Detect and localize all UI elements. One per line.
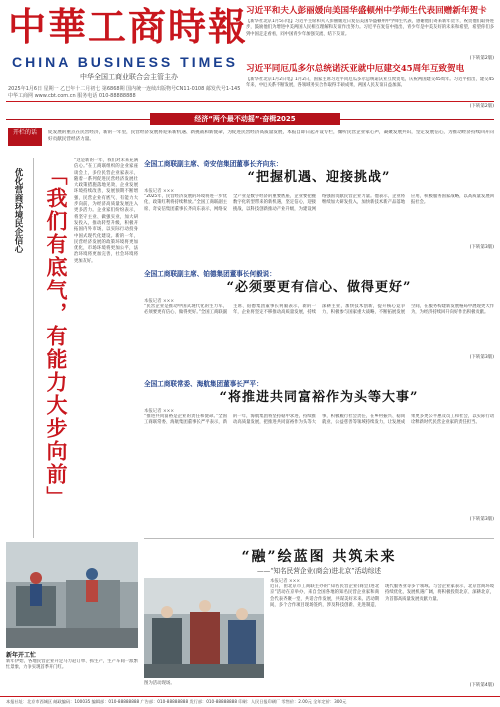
section-author: 本报记者 ×××	[144, 189, 174, 194]
bottom-subheadline: ——“知名民营企业(商会)进北京”活动综述	[257, 567, 381, 575]
issue-line: 2025年1月6日 星期一 乙巳年十二月初七 第6868期 国内统一连续出版物号CN11-0108 邮发代号1-145 中华工商网 www.cbt.com.cn 服务电话 010-88888888	[8, 86, 241, 99]
section-body: “推进共同富裕是企业的责任和使命。”全国工商联常委、海航集团董事长严平表示，新的一年，海航集团将坚持稳中求进，持续推动高质量发展，把推进共同富裕作为头等大事，积极履行社会责任，在乡村振兴、稳岗就业、公益慈善等领域持续发力，让发展成果更多更公平惠及员工和社会，以实际行动诠释新时代民营企业家的责任担当。	[144, 414, 494, 426]
bottom-headline[interactable]: “融”绘蓝图 共筑未来	[241, 549, 397, 565]
section-kicker: 全国工商联副主席、奇安信集团董事长齐向东：	[144, 160, 283, 168]
section-headline[interactable]: “必须要更有信心、做得更好”	[226, 280, 412, 295]
photo-caption-body: 新年伊始，各地民营企业开足马力赶订单、抓生产，生产车间一派繁忙景象，力争实现首季开门红。	[6, 659, 138, 671]
column-banner	[0, 113, 500, 125]
newspaper-title-en: CHINA BUSINESS TIMES	[12, 54, 238, 70]
left-photo	[6, 542, 138, 648]
top-story-body: 【新华社北京1月2日电】1月2日，国家主席习近平同厄瓜多尔总统诺沃亚互致贺电，庆祝两国建交45周年。习近平指出，建交45年来，中厄关系不断发展，各领域务实合作取得丰硕成果，两国人民友谊日益加深。	[246, 77, 494, 89]
factory-photo	[6, 542, 138, 648]
photo-caption-title: 新年开工忙	[6, 652, 37, 659]
section-author: 本报记者 ×××	[144, 409, 174, 414]
event-photo	[144, 578, 264, 678]
section-kicker: 全国工商联副主席、铂德集团董事长何毅说：	[144, 270, 276, 278]
bottom-body: 近日，由北京市工商联主办的“知名民营企业(商会)进北京”活动在京举办，来自全国各地的知名民营企业家和商会代表齐聚一堂，共话合作发展，共谋美好未来。活动期间，多个合作项目现场签约，涉及科技创新、先进制造、现代服务业等多个领域。与会企业家表示，北京营商环境持续优化，发展机遇广阔，将积极投资北京、深耕北京，为首都高质量发展贡献力量。	[270, 584, 494, 608]
footer	[0, 696, 500, 707]
section-body: “2025年，民营经济发展的环境将进一步优化，政策红利将持续释放。”全国工商联副主席、奇安信集团董事长齐向东表示，网络安全产业是数字经济的重要底座，企业要把握数字化转型带来的新机遇，坚定信心，迎接挑战，以科技创新推动产业升级，为建设网络强国贡献民营企业力量。他表示，企业将继续加大研发投入，加快新技术新产品落地应用，积极服务国家战略，以高质量发展回报社会。	[144, 194, 494, 212]
continued-note: (下转第2版)	[469, 56, 494, 61]
bottom-photo	[144, 578, 264, 678]
left-photo-caption-block	[6, 650, 138, 683]
section-kicker: 全国工商联常委、海航集团董事长严平：	[144, 380, 263, 388]
continued-note: (下转第3版)	[469, 355, 494, 360]
top-story-2[interactable]	[246, 64, 494, 109]
bottom-photo-caption: 图为活动现场。	[144, 681, 175, 686]
footer-info: 本报社址：北京市西城区 邮政编码：100035 编辑部：010-88888888 广告部：010-88888888 发行部：010-88888888 印刷：人民日报印刷厂 零售价：2.00元 全年定价：300元	[6, 699, 347, 704]
masthead-slogan: 中华全国工商业联合会主管主办	[80, 73, 178, 81]
banner-label: 经济“两个最不动摇”·奋楫2025	[194, 115, 296, 123]
bottom-author: 本报记者 ×××	[270, 579, 300, 584]
continued-note: (下转第4版)	[469, 683, 494, 688]
lead-article-body: “这是新的一年，我们对未来充满信心。”在工商联组织的企业家座谈会上，多位民营企业家表示，随着一系列促进民营经济发展壮大政策措施落地见效，企业发展环境持续改善，发展预期不断增强，民营企业有底气、有能力大步向前，为经济高质量发展注入更多活力。企业家们纷纷表示，将坚守主业、做强实业，加大研发投入，推动转型升级，积极开拓国内外市场，以实际行动投身中国式现代化建设。新的一年，民营经济发展的政策环境将更加优化，市场环境将更加公平，法治环境将更加完善，社会环境将更加友好。	[74, 158, 138, 264]
section-2	[144, 268, 494, 360]
section-1	[144, 158, 494, 250]
section-3	[144, 378, 494, 522]
continued-note: (下转第3版)	[469, 245, 494, 250]
section-headline[interactable]: “将推进共同富裕作为头等大事”	[219, 390, 419, 405]
top-story-title[interactable]: 习近平和夫人彭丽媛向美国华盛顿州中学师生代表回赠新年贺卡	[246, 6, 487, 16]
continued-note: (下转第2版)	[469, 104, 494, 109]
lead-headline-vertical[interactable]: 「我们有底气，有能力大步向前」	[44, 164, 69, 509]
section-headline[interactable]: “把握机遇、迎接挑战”	[247, 170, 391, 185]
top-story-1[interactable]	[246, 6, 494, 61]
top-story-title[interactable]: 习近平同厄瓜多尔总统诺沃亚就中厄建交45周年互致贺电	[246, 64, 465, 74]
editor-note-tag: 开栏的话	[8, 128, 42, 146]
newspaper-title-cn: 中華工商時報	[8, 4, 249, 49]
top-story-body: 【新华社北京1月5日电】习近平主席和夫人彭丽媛近日复信美国华盛顿州中学师生代表，感谢他们寄来新年贺卡，祝贺他们取得进步，鼓励他们为增进中美两国人民相互理解和友谊作出努力。习近平在复信中指出，青少年是中美友好的未来和希望，希望你们多到中国走走看看，同中国青少年加强交流、结下友谊。	[246, 19, 494, 37]
continued-note: (下转第3版)	[469, 517, 494, 522]
section-body: “民营企业是推动中国式现代化的生力军，必须要更有信心、做得更好。”全国工商联副主席、铂德集团董事长何毅表示，新的一年，企业将坚定不移推动高质量发展，持续深耕主业，加快技术创新，提升核心竞争力，积极参与国家重大战略，不断拓展发展空间，在服务构建新发展格局中展现更大作为，为经济持续回升向好作出积极贡献。	[144, 304, 494, 316]
side-kicker: 优化营商环境民企信心	[13, 168, 23, 253]
bottom-article	[270, 578, 494, 688]
editor-note-text: 促发展的重点在民营经济，新的一年里，民营经济发展将迎来新机遇、新挑战和新使命，为促进民营经济高质量发展，本报自即日起开设专栏，倾听民营企业家心声，凝聚发展共识，坚定发展信心，为推动经济持续回升向好贡献民营经济力量。	[48, 130, 494, 142]
section-author: 本报记者 ×××	[144, 299, 174, 304]
bottom-divider	[144, 538, 494, 539]
